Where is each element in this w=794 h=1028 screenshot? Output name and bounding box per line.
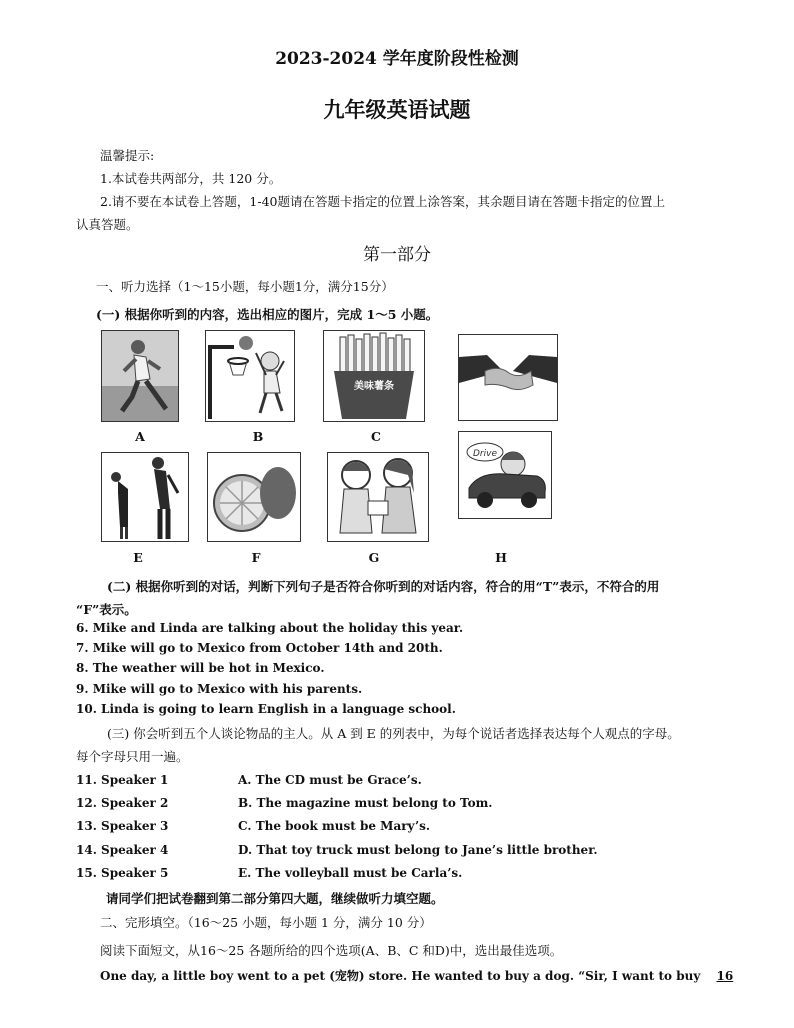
tips-line-2: 2.请不要在本试卷上答题，1-40题请在答题卡指定的位置上涂答案，其余题目请在答题卡指定的位置上 — [100, 194, 666, 209]
label-h: H — [495, 550, 507, 565]
part-one-title: 第一部分 — [363, 245, 431, 265]
option-e: E. The volleyball must be Carla’s. — [238, 866, 463, 880]
picture-c-fries — [323, 330, 425, 422]
statement-7: 7. Mike will go to Mexico from October 14th and 20th. — [76, 641, 443, 655]
tips-line-1: 1.本试卷共两部分，共 120 分。 — [100, 171, 282, 186]
speaker-15: 15. Speaker 5 — [76, 866, 169, 880]
speaker-11: 11. Speaker 1 — [76, 773, 169, 787]
section-listening: 一、听力选择（1～15小题，每小题1分，满分15分） — [96, 279, 394, 294]
exam-subtitle: 九年级英语试题 — [323, 97, 471, 122]
section-cloze: 二、完形填空。（16～25 小题，每小题 1 分，满分 10 分） — [100, 915, 432, 930]
speaker-13: 13. Speaker 3 — [76, 819, 169, 833]
option-b: B. The magazine must belong to Tom. — [238, 796, 493, 810]
label-g: G — [368, 550, 380, 565]
passage-start — [100, 967, 737, 984]
label-e: E — [133, 550, 143, 565]
picture-a-runner — [101, 330, 179, 422]
option-c: C. The book must be Mary’s. — [238, 819, 431, 833]
label-b: B — [252, 429, 264, 444]
statement-8: 8. The weather will be hot in Mexico. — [76, 661, 325, 675]
option-a: A. The CD must be Grace’s. — [238, 773, 422, 787]
statement-10: 10. Linda is going to learn English in a language school. — [76, 702, 456, 716]
fries-box-text: 美味薯条 — [354, 381, 394, 392]
blank-16: 16 — [716, 969, 734, 983]
picture-f-lemon — [207, 452, 301, 542]
tips-line-2-cont: 认真答题。 — [76, 217, 139, 232]
picture-g-girls — [327, 452, 429, 542]
speaker-14: 14. Speaker 4 — [76, 843, 169, 857]
passage-text: One day, a little boy went to a pet (宠物) store. He wanted to buy a dog. “Sir, I want to buy — [100, 969, 701, 983]
label-a: A — [135, 429, 145, 444]
label-f: F — [251, 550, 261, 565]
listening-sub-3-cont: 每个字母只用一遍。 — [76, 749, 189, 764]
tips-heading: 温馨提示: — [100, 148, 155, 163]
picture-d-handshake — [458, 334, 558, 421]
car-bubble-text: Drive — [473, 449, 497, 459]
option-d: D. That toy truck must belong to Jane’s little brother. — [238, 843, 598, 857]
listening-sub-1: (一) 根据你听到的内容，选出相应的图片，完成 1～5 小题。 — [96, 307, 439, 322]
turn-page-note: 请同学们把试卷翻到第二部分第四大题，继续做听力填空题。 — [106, 891, 444, 906]
cloze-instruction: 阅读下面短文，从16～25 各题所给的四个选项(A、B、C 和D)中，选出最佳选项。 — [100, 943, 563, 958]
statement-9: 9. Mike will go to Mexico with his parents. — [76, 682, 363, 696]
exam-title: 2023-2024 学年度阶段性检测 — [275, 49, 519, 69]
picture-b-basketball — [205, 330, 295, 422]
picture-e-bowing — [101, 452, 189, 542]
listening-sub-2-cont: “F”表示。 — [76, 602, 137, 617]
listening-sub-2: (二) 根据你听到的对话，判断下列句子是否符合你听到的对话内容，符合的用“T”表示，不符合的用 — [107, 579, 660, 594]
picture-h-car — [458, 431, 552, 519]
listening-sub-3: (三) 你会听到五个人谈论物品的主人。从 A 到 E 的列表中，为每个说话者选择表达每个人观点的字母。 — [107, 726, 680, 741]
label-c: C — [371, 429, 381, 444]
statement-6: 6. Mike and Linda are talking about the holiday this year. — [76, 621, 464, 635]
speaker-12: 12. Speaker 2 — [76, 796, 169, 810]
